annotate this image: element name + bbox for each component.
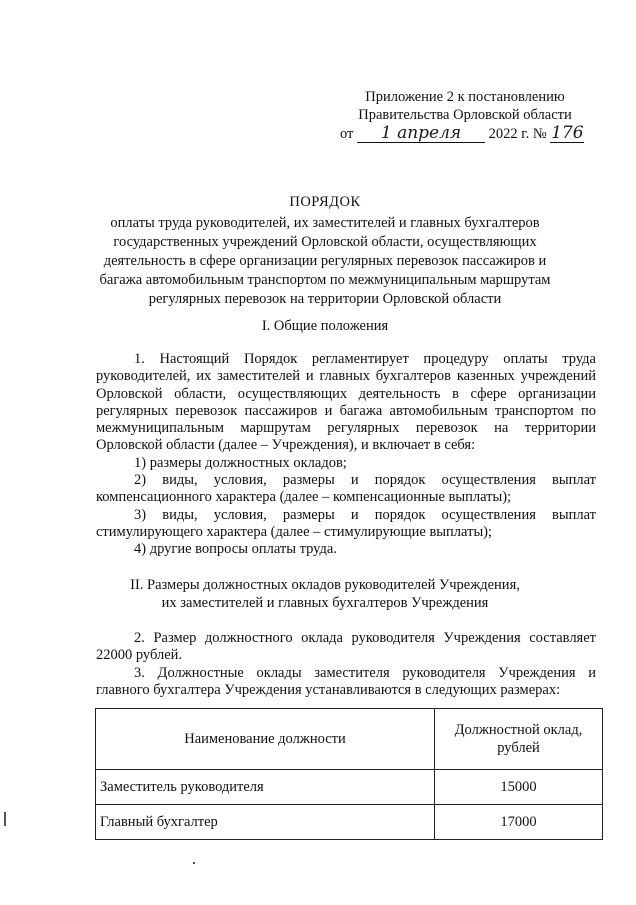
title-main: ПОРЯДОК bbox=[289, 194, 361, 210]
list-item-2: 2) виды, условия, размеры и порядок осуществления выплат компенсационного характера (далее – компенсационные выплаты); bbox=[96, 472, 596, 506]
list-item-4: 4) другие вопросы оплаты труда. bbox=[134, 541, 337, 558]
table-header-cell: Должностной оклад, рублей bbox=[435, 709, 603, 770]
table-cell-position: Главный бухгалтер bbox=[96, 805, 435, 840]
date-year: 2022 г. № bbox=[488, 126, 547, 142]
paragraph-3: 3. Должностные оклады заместителя руководителя Учреждения и главного бухгалтера Учреждения устанавливаются в следующих размерах: bbox=[96, 664, 596, 698]
list-item-1: 1) размеры должностных окладов; bbox=[134, 454, 347, 471]
table-row bbox=[96, 805, 603, 840]
title-sub-line: оплаты труда руководителей, их заместителей и главных бухгалтеров bbox=[110, 215, 540, 231]
section-1-body bbox=[96, 351, 596, 559]
paragraph-1: 1. Настоящий Порядок регламентирует процедуру оплаты труда руководителей, их заместителей и главных бухгалтеров казенных учреждений Орловской области, осуществляющих деятельность в сфере организации регулярных перевозок пассажиров и багажа автомобильным транспортом по межмуниципальным маршрутам регулярных перевозок на территории Орловской области (далее – Учреждения), и включает в себя: bbox=[96, 351, 596, 454]
title-sub-line: багажа автомобильным транспортом по межмуниципальным маршрутам bbox=[99, 272, 551, 288]
paragraph-2: 2. Размер должностного оклада руководителя Учреждения составляет 22000 рублей. bbox=[96, 630, 596, 664]
title-sub-line: регулярных перевозок на территории Орловской области bbox=[148, 291, 502, 307]
section-2-body bbox=[96, 630, 596, 699]
section-2-heading bbox=[60, 576, 590, 612]
table-cell-position: Заместитель руководителя bbox=[96, 770, 435, 805]
title-sub-line: государственных учреждений Орловской области, осуществляющих bbox=[113, 234, 537, 250]
table-cell-salary: 15000 bbox=[435, 770, 603, 805]
appendix-header bbox=[330, 88, 600, 143]
salary-table bbox=[95, 708, 603, 840]
appendix-line-1: Приложение 2 к постановлению bbox=[365, 89, 565, 105]
document-title bbox=[60, 193, 590, 309]
scan-speck bbox=[193, 862, 195, 864]
handwritten-date: 1 апреля bbox=[357, 124, 485, 143]
appendix-line-2: Правительства Орловской области bbox=[358, 107, 572, 123]
table-header-cell: Наименование должности bbox=[96, 709, 435, 770]
section-2-heading-line-2: их заместителей и главных бухгалтеров Учреждения bbox=[161, 595, 489, 611]
scan-mark bbox=[4, 812, 6, 826]
section-2-heading-line-1: II. Размеры должностных окладов руководителей Учреждения, bbox=[130, 577, 520, 593]
date-prefix: от bbox=[340, 126, 354, 142]
section-1-heading: I. Общие положения bbox=[261, 318, 389, 334]
list-item-3: 3) виды, условия, размеры и порядок осуществления выплат стимулирующего характера (далее – стимулирующие выплаты); bbox=[96, 506, 596, 540]
appendix-date-line bbox=[330, 124, 600, 143]
table-header-row bbox=[96, 709, 603, 770]
handwritten-number: 176 bbox=[551, 123, 584, 143]
title-sub-line: деятельность в сфере организации регулярных перевозок пассажиров и bbox=[103, 253, 547, 269]
table-cell-salary: 17000 bbox=[435, 805, 603, 840]
table-row bbox=[96, 770, 603, 805]
